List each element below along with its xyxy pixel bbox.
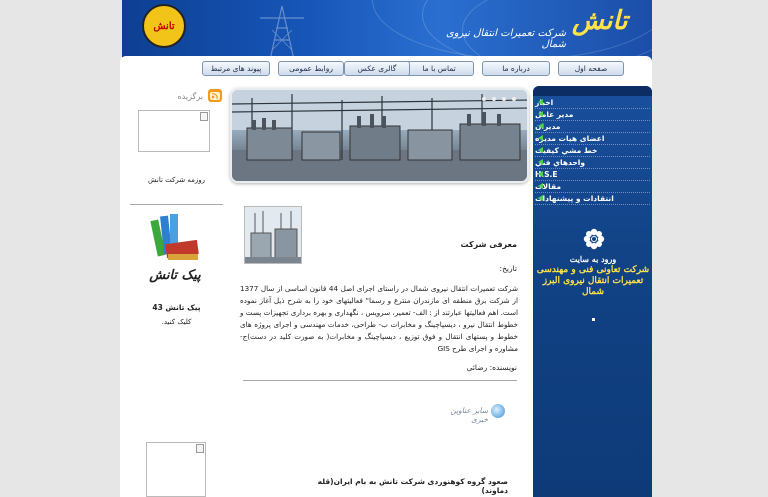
next-news-title[interactable]: صعود گروه کوهنوردی شرکت تانش به بام ایران(قله دماوند) bbox=[317, 477, 508, 495]
top-nav bbox=[120, 56, 652, 82]
arrow-icon bbox=[538, 159, 543, 165]
arrow-icon bbox=[538, 123, 543, 129]
sidebar-item-label: خط مشي کيفيت bbox=[535, 146, 598, 155]
peyk-logo-text[interactable]: پیک تانش bbox=[149, 268, 201, 283]
coop-line-2: شرکت تعاونی فنی و مهندسی bbox=[536, 265, 650, 275]
nav-public-relations[interactable]: روابط عمومی bbox=[278, 61, 344, 76]
company-logo[interactable] bbox=[142, 4, 186, 48]
arrow-icon bbox=[538, 195, 543, 201]
sidebar-item-hse[interactable] bbox=[535, 169, 650, 181]
arrow-icon bbox=[538, 135, 543, 141]
cooperative-logo-icon[interactable] bbox=[583, 228, 605, 250]
globe-icon bbox=[491, 404, 505, 418]
header bbox=[0, 0, 768, 60]
arrow-icon bbox=[538, 147, 543, 153]
sidebar-top-strip bbox=[533, 86, 652, 96]
coop-line-3: تعمیرات انتقال نیروی البرز شمال bbox=[542, 276, 644, 297]
arrow-icon bbox=[538, 171, 543, 177]
nav-gallery[interactable]: گالری عکس bbox=[344, 61, 410, 76]
broken-image-icon bbox=[196, 444, 204, 453]
arrow-icon bbox=[538, 99, 543, 105]
company-resume-link[interactable]: روزمه شرکت تانش bbox=[148, 176, 205, 184]
nav-home[interactable]: صفحه اول bbox=[558, 61, 624, 76]
transformer-thumbnail-image bbox=[245, 207, 302, 264]
sidebar-item-label: اخبار bbox=[535, 98, 554, 107]
substation-banner-image bbox=[230, 88, 529, 183]
article-date-label: تاریخ: bbox=[499, 264, 517, 273]
peyk-issue[interactable]: پیک تانش 43 bbox=[152, 303, 201, 312]
featured-image[interactable] bbox=[138, 110, 210, 152]
left-divider bbox=[130, 204, 223, 205]
cooperative-link[interactable] bbox=[536, 254, 650, 298]
more-news-link[interactable] bbox=[436, 403, 506, 424]
sidebar-item-ceo[interactable] bbox=[535, 109, 650, 121]
article-author: نویسنده: رضائی bbox=[466, 363, 517, 372]
click-here-link[interactable]: کلیک کنید. bbox=[161, 318, 192, 326]
article-thumbnail[interactable] bbox=[244, 206, 302, 264]
books-icon[interactable] bbox=[148, 212, 202, 266]
sidebar-item-feedback[interactable] bbox=[535, 193, 650, 205]
nav-contact[interactable]: تماس با ما bbox=[404, 61, 474, 76]
sidebar-item-managers[interactable] bbox=[535, 121, 650, 133]
substation-illustration bbox=[232, 90, 529, 183]
sidebar-item-label: مقالات bbox=[535, 182, 561, 191]
more-news-label: سایر عناوین خبری bbox=[450, 406, 488, 424]
sidebar-item-label: اعضای هیات مدیره bbox=[535, 134, 605, 143]
nav-related-links[interactable]: پیوند های مرتبط bbox=[202, 61, 270, 76]
sidebar-item-tech-units[interactable] bbox=[535, 157, 650, 169]
featured-label: برگزیده bbox=[177, 92, 203, 101]
power-tower-icon bbox=[252, 4, 312, 60]
sidebar-item-articles[interactable] bbox=[535, 181, 650, 193]
site-subtitle: شرکت تعمیرات انتقال نیروی شمال bbox=[445, 28, 566, 50]
sidebar-item-label: مدیران bbox=[535, 122, 561, 131]
divider bbox=[243, 380, 517, 381]
coop-line-1: ورود به سایت bbox=[569, 254, 617, 264]
sidebar-item-label: مدیر عامل bbox=[535, 110, 574, 119]
sidebar-item-board[interactable] bbox=[535, 133, 650, 145]
article-title[interactable]: معرفی شرکت bbox=[460, 240, 517, 249]
sidebar-item-quality[interactable] bbox=[535, 145, 650, 157]
sidebar-item-label: واحدهاي فني bbox=[535, 158, 586, 167]
sidebar-item-label: H.S.E bbox=[535, 170, 558, 179]
broken-image-icon bbox=[200, 112, 208, 121]
sidebar-item-label: انتقادات و پیشنهادات bbox=[535, 194, 614, 203]
article-body: شرکت تعمیرات انتقال نیروی شمال در راستای اجرای اصل 44 قانون اساسی از سال 1377 از شرکت برق منطقه ای مازندران منترع و رسما" فعالیتهای خود را به شرح ذیل آغاز نموده است. اهم فعالیتها عبارتند از : الف- تعمیر، سرویس ، نگهداری و بهره برداری تجهیزات پست و خطوط انتقال نیرو ، دیسپاچینگ و مخابرات ب- طراحی، خدمات مهندسی و اجرای پروژه های خطوط و پستهای انتقال و فوق توزیع ، دیسپاچینگ و مخابرات( به صورت کلید در دست)ج- مشاوره و اجرای طرح GIS bbox=[240, 284, 518, 353]
site-brand: تانش bbox=[572, 6, 628, 36]
arrow-icon bbox=[538, 183, 543, 189]
arrow-icon bbox=[538, 111, 543, 117]
logo-text: تانش bbox=[153, 20, 175, 32]
sidebar-item-news[interactable] bbox=[535, 97, 650, 109]
bottom-image[interactable] bbox=[146, 442, 206, 497]
sidebar-dot bbox=[592, 318, 595, 321]
nav-about[interactable]: درباره ما bbox=[482, 61, 550, 76]
rss-feed-icon[interactable] bbox=[207, 86, 225, 104]
